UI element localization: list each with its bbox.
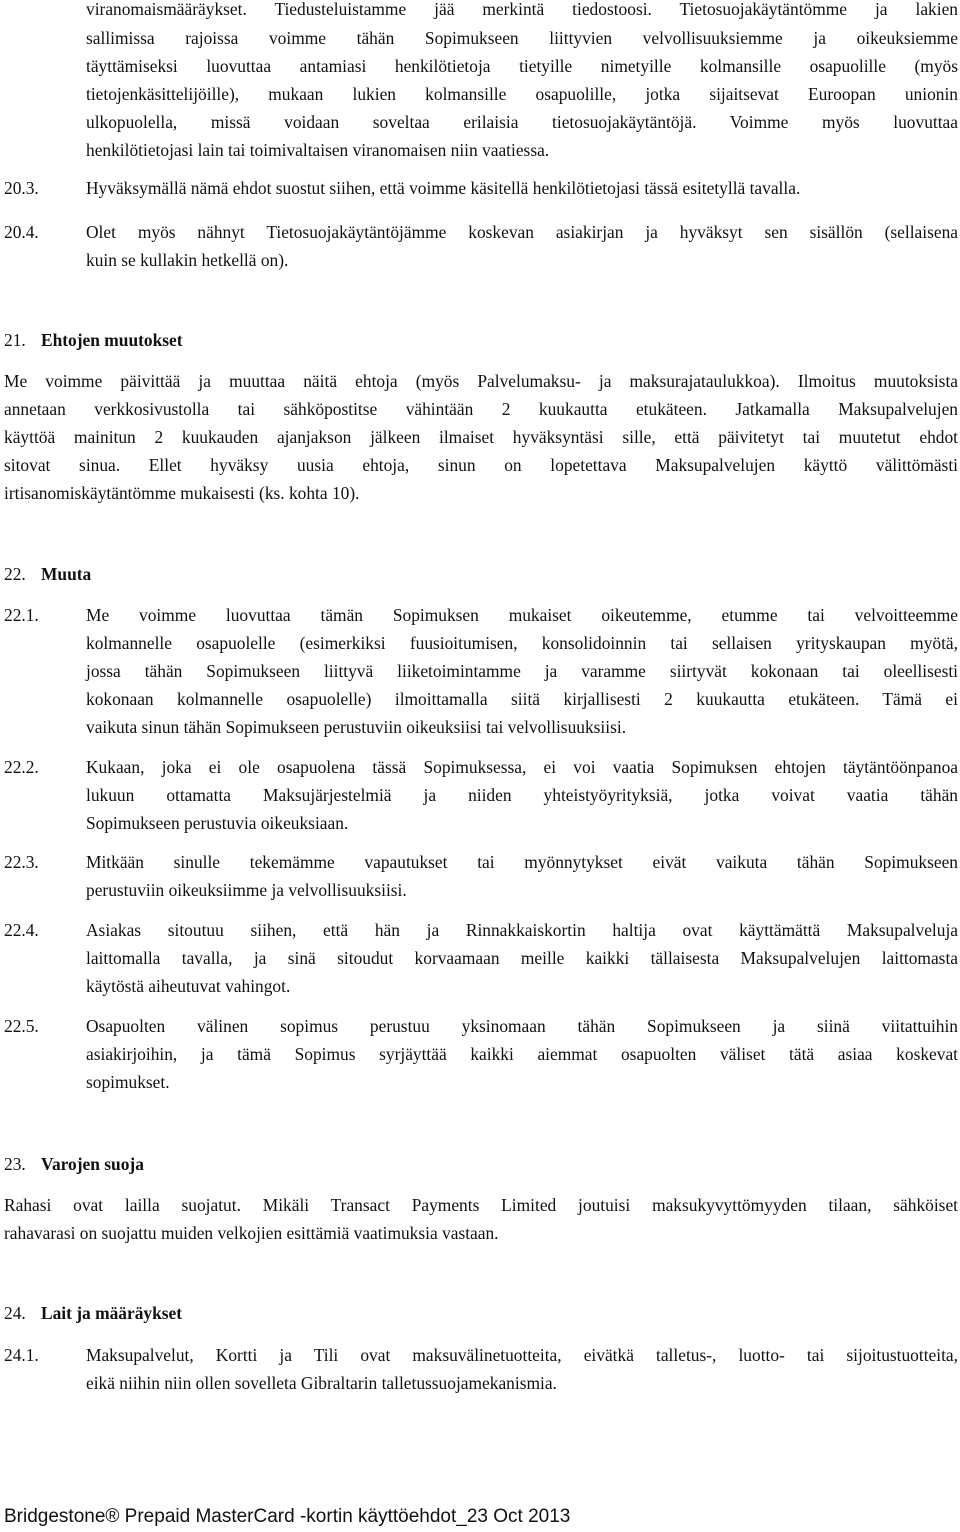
body-line: sallimissa rajoissa voimme tähän Sopimukseen liittyvien velvollisuuksiemme ja oikeuksiemme: [86, 28, 958, 48]
section-heading-23: [4, 1150, 144, 1178]
clause-line: perustuviin oikeuksiimme ja velvollisuuksiisi.: [86, 880, 407, 900]
clause-line: eikä niihin niin ollen sovelleta Gibraltarin talletussuojamekanismia.: [86, 1373, 557, 1393]
section-number: 23.: [4, 1154, 26, 1174]
clause-number: 20.4.: [4, 222, 39, 242]
clause-line: Sopimukseen perustuvia oikeuksiaan.: [86, 813, 349, 833]
clause-line: käytöstä aiheutuvat vahingot.: [86, 976, 291, 996]
clause-line: Me voimme luovuttaa tämän Sopimuksen mukaiset oikeutemme, etumme tai velvoitteemme: [86, 605, 958, 625]
body-line: ulkopuolella, missä voidaan soveltaa erilaisia tietosuojakäytäntöjä. Voimme myös luovuttaa: [86, 112, 958, 132]
clause-line: Maksupalvelut, Kortti ja Tili ovat maksuvälinetuotteita, eivätkä talletus-, luotto- tai sijoitustuotteita,: [86, 1345, 958, 1365]
body-line: sitovat sinua. Ellet hyväksy uusia ehtoja, sinun on lopetettava Maksupalvelujen käyttö välittömästi: [4, 455, 958, 475]
clause-number: 20.3.: [4, 178, 39, 198]
section-number: 24.: [4, 1303, 26, 1323]
clause-number: 22.1.: [4, 605, 39, 625]
body-line: viranomaismääräykset. Tiedusteluistamme jää merkintä tiedostoosi. Tietosuojakäytäntömme ja lakien: [86, 0, 958, 19]
clause-number: 22.4.: [4, 920, 39, 940]
body-line: Me voimme päivittää ja muuttaa näitä ehtoja (myös Palvelumaksu- ja maksurajataulukkoa). Ilmoitus muutoksista: [4, 371, 958, 391]
body-line: henkilötietojasi lain tai toimivaltaisen viranomaisen niin vaatiessa.: [86, 140, 550, 160]
clause-line: sopimukset.: [86, 1072, 170, 1092]
section-title: Lait ja määräykset: [41, 1303, 183, 1323]
section-number: 21.: [4, 330, 26, 350]
section-number: 22.: [4, 564, 26, 584]
section-title: Ehtojen muutokset: [41, 330, 183, 350]
clause-line: Asiakas sitoutuu siihen, että hän ja Rinnakkaiskortin haltija ovat käyttämättä Maksupalveluja: [86, 920, 958, 940]
section-heading-24: [4, 1299, 182, 1327]
section-heading-22: [4, 560, 91, 588]
body-line: annetaan verkkosivustolla tai sähköpostitse vähintään 2 kuukautta etukäteen. Jatkamalla Maksupalvelujen: [4, 399, 958, 419]
clause-number: 22.2.: [4, 757, 39, 777]
clause-line: kolmannelle osapuolelle (esimerkiksi fuusioitumisen, konsolidoinnin tai sellaisen yrityskaupan myötä,: [86, 633, 958, 653]
clause-line: vaikuta sinun tähän Sopimukseen perustuviin oikeuksiisi tai velvollisuuksiisi.: [86, 717, 627, 737]
body-line: rahavarasi on suojattu muiden velkojien esittämiä vaatimuksia vastaan.: [4, 1223, 499, 1243]
clause-number: 22.5.: [4, 1016, 39, 1036]
clause-line: Kukaan, joka ei ole osapuolena tässä Sopimuksessa, ei voi vaatia Sopimuksen ehtojen täytäntöönpanoa: [86, 757, 958, 777]
clause-line: Osapuolten välinen sopimus perustuu yksinomaan tähän Sopimukseen ja siinä viitattuihin: [86, 1016, 958, 1036]
clause-line: Mitkään sinulle tekemämme vapautukset tai myönnytykset eivät vaikuta tähän Sopimukseen: [86, 852, 958, 872]
page-footer: Bridgestone® Prepaid MasterCard -kortin käyttöehdot_23 Oct 2013: [4, 1506, 571, 1527]
body-line: tietojenkäsittelijöille), mukaan lukien kolmansille osapuolille, jotka sijaitsevat Euroopan unionin: [86, 84, 958, 104]
clause-line: kuin se kullakin hetkellä on).: [86, 250, 289, 270]
section-title: Varojen suoja: [41, 1154, 144, 1174]
clause-line: kokonaan kolmannelle osapuolelle) ilmoittamalla siitä kirjallisesti 2 kuukautta etukäteen. Tämä ei: [86, 689, 958, 709]
clause-number: 24.1.: [4, 1345, 39, 1365]
clause-number: 22.3.: [4, 852, 39, 872]
body-line: irtisanomiskäytäntömme mukaisesti (ks. kohta 10).: [4, 483, 360, 503]
body-line: käyttöä mainitun 2 kuukauden ajanjakson jälkeen ilmaiset hyväksyntäsi sille, että päivitetyt tai muutetut ehdot: [4, 427, 958, 447]
clause-line: Hyväksymällä nämä ehdot suostut siihen, että voimme käsitellä henkilötietojasi tässä esitetyllä tavalla.: [86, 178, 801, 198]
clause-line: asiakirjoihin, ja tämä Sopimus syrjäyttää kaikki aiemmat osapuolten väliset tätä asiaa koskevat: [86, 1044, 958, 1064]
section-title: Muuta: [41, 564, 92, 584]
body-line: täyttämiseksi luovuttaa antamiasi henkilötietoja tietyille nimetyille kolmansille osapuolille (myös: [86, 56, 958, 76]
clause-line: laittomalla tavalla, ja sinä sitoudut korvaamaan meille kaikki tällaisesta Maksupalvelujen laittomasta: [86, 948, 958, 968]
clause-line: jossa tähän Sopimukseen liittyvä liiketoimintamme ja varamme siirtyvät kokonaan tai oleellisesti: [86, 661, 958, 681]
section-heading-21: [4, 326, 183, 354]
clause-line: lukuun ottamatta Maksujärjestelmiä ja niiden yhteistyöyrityksiä, jotka voivat vaatia tähän: [86, 785, 958, 805]
body-line: Rahasi ovat lailla suojatut. Mikäli Transact Payments Limited joutuisi maksukyvyttömyyden tilaan, sähköiset: [4, 1195, 958, 1215]
clause-line: Olet myös nähnyt Tietosuojakäytäntöjämme koskevan asiakirjan ja hyväksyt sen sisällön (sellaisena: [86, 222, 958, 242]
